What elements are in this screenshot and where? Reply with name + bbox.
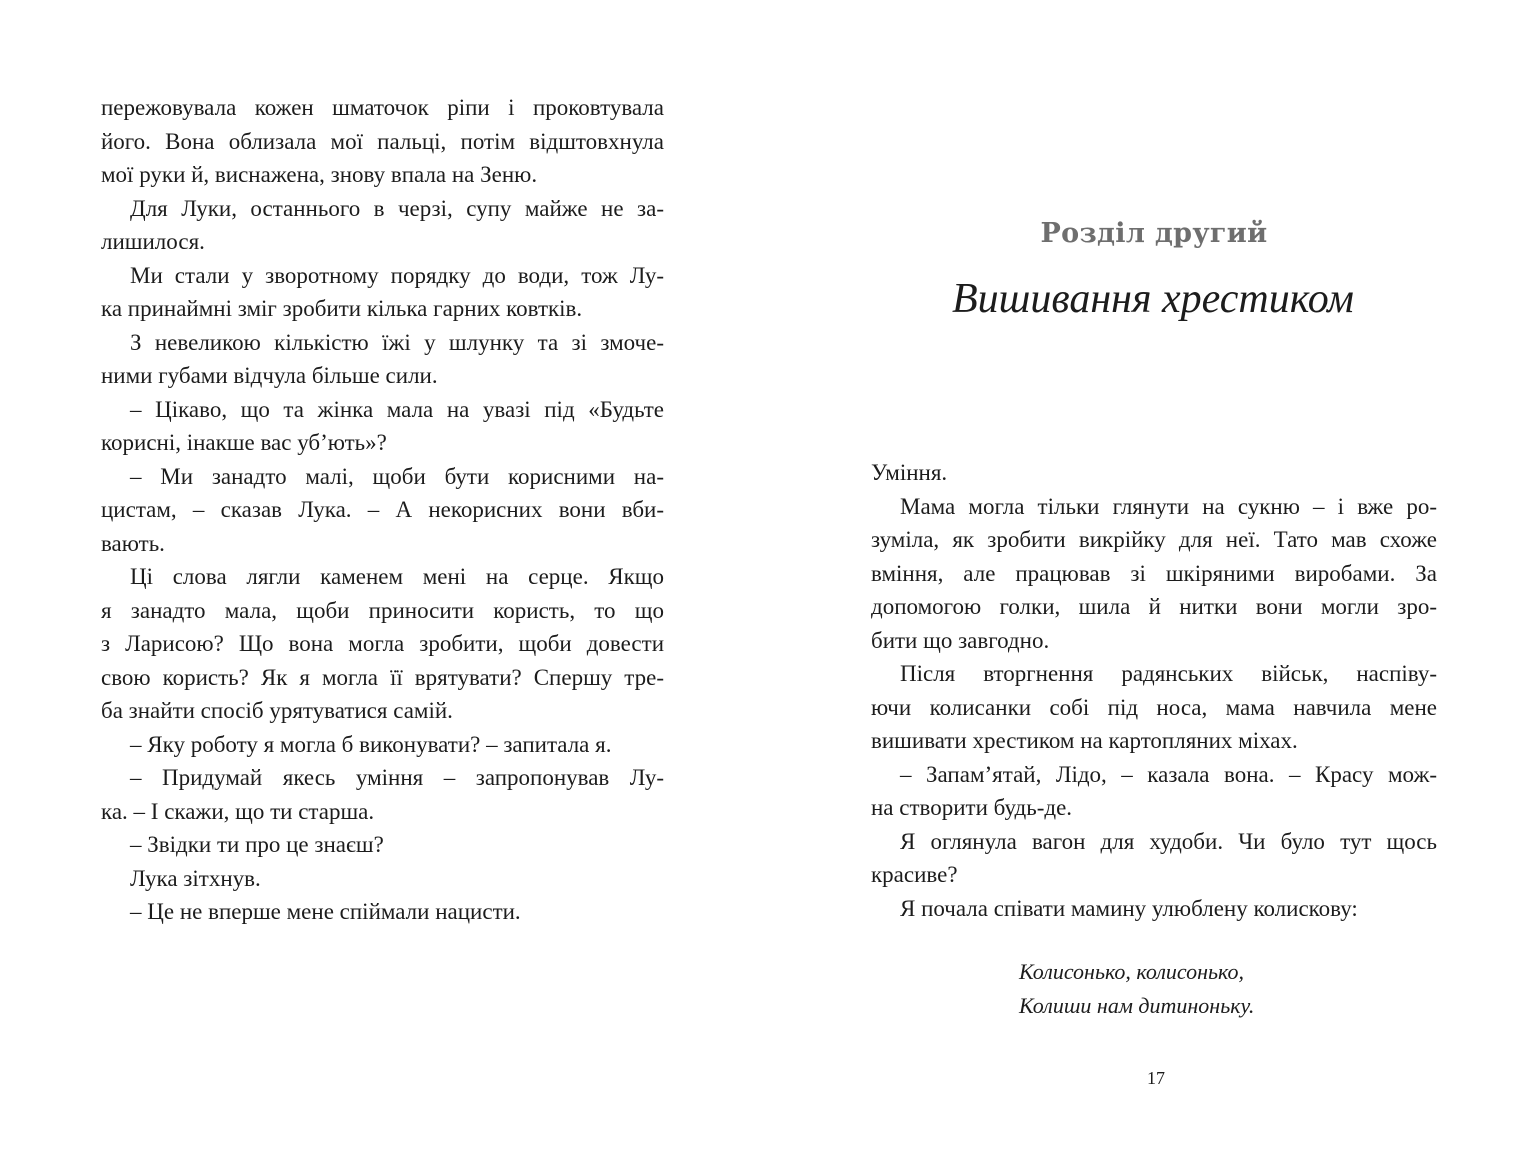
text-line: ними губами відчула більше сили. (101, 363, 438, 388)
text-line: Ці слова лягли каменем мені на серце. Якщо (130, 564, 664, 589)
chapter-title: Вишивання хрестиком (952, 276, 1354, 322)
text-line: – Звідки ти про це знаєш? (130, 832, 384, 857)
text-line: Уміння. (871, 460, 948, 485)
left-body-text (101, 91, 664, 929)
text-line: З невеликою кількістю їжі у шлунку та зі змоче- (130, 329, 664, 355)
text-line: вміння, але працював зі шкіряними виробами. За (871, 560, 1437, 586)
text-line: пережовувала кожен шматочок ріпи і проковтувала (101, 95, 664, 120)
text-line: корисні, інакше вас уб’ють»? (101, 430, 387, 455)
lullaby-verse (1019, 955, 1254, 1022)
text-line: красиве? (871, 862, 958, 887)
text-line: Ми стали у зворотному порядку до води, тож Лу- (130, 262, 664, 288)
text-line: ючи колисанки собі під носа, мама навчила мене (871, 694, 1437, 720)
text-line: ба знайти спосіб урятуватися самій. (101, 698, 453, 723)
right-body-text (871, 456, 1437, 925)
text-line: Після вторгнення радянських військ, наспіву- (900, 661, 1437, 686)
text-line: – Цікаво, що та жінка мала на увазі під «Будьте (130, 396, 664, 422)
text-line: – Запам’ятай, Лідо, – казала вона. – Красу мож- (900, 761, 1437, 787)
text-line: лишилося. (101, 229, 205, 254)
text-line: Для Луки, останнього в черзі, супу майже не за- (130, 195, 664, 221)
text-line: мої руки й, виснажена, знову впала на Зеню. (101, 162, 538, 187)
text-line: – Це не вперше мене спіймали нацисти. (130, 899, 521, 924)
text-line: вають. (101, 530, 165, 556)
verse-line: Колисонько, колисонько, (1019, 959, 1245, 984)
chapter-label: Розділ другий (1040, 218, 1268, 249)
text-line: я занадто мала, щоби приносити користь, то що (101, 597, 664, 623)
text-line: допомогою голки, шила й нитки вони могли зро- (871, 594, 1437, 619)
text-line: вишивати хрестиком на картопляних міхах. (871, 728, 1298, 753)
text-line: ка принаймні зміг зробити кілька гарних ковтків. (101, 296, 583, 321)
text-line: бити що завгодно. (871, 627, 1050, 653)
text-line: – Придумай якесь уміння – запропонував Лу- (130, 765, 664, 790)
text-line: зуміла, як зробити викрійку для неї. Тато мав схоже (871, 527, 1437, 552)
text-line: свою користь? Як я могла її врятувати? Спершу тре- (101, 664, 664, 690)
page-number: 17 (1147, 1068, 1165, 1088)
text-line: – Яку роботу я могла б виконувати? – запитала я. (130, 731, 612, 757)
text-line: Я почала співати мамину улюблену колискову: (900, 895, 1358, 921)
text-line: Я оглянула вагон для худоби. Чи було тут щось (900, 828, 1437, 854)
text-line: ка. – І скажи, що ти старша. (101, 798, 375, 824)
text-line: Мама могла тільки глянути на сукню – і вже ро- (900, 493, 1437, 519)
right-page (768, 0, 1536, 1152)
text-line: його. Вона облизала мої пальці, потім відштовхнула (101, 128, 664, 154)
text-line: з Ларисою? Що вона могла зробити, щоби довести (101, 631, 664, 656)
text-line: на створити будь-де. (871, 795, 1073, 820)
text-line: – Ми занадто малі, щоби бути корисними на- (130, 463, 664, 489)
text-line: Лука зітхнув. (130, 865, 261, 891)
verse-line: Колиши нам дитиноньку. (1019, 992, 1255, 1018)
text-line: цистам, – сказав Лука. – А некорисних вони вби- (101, 497, 664, 522)
